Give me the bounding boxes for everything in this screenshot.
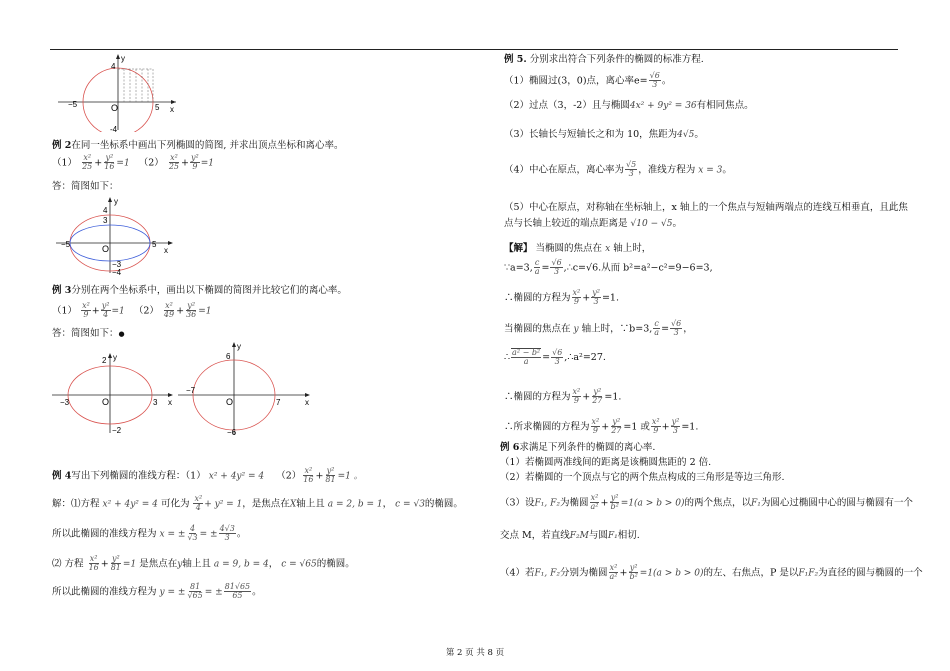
fig3b-tick-top: 6 xyxy=(226,352,231,361)
figure-ellipse-1 xyxy=(58,52,178,132)
fig1-tick-right: 5 xyxy=(155,103,160,112)
fig3a-y-label: y xyxy=(113,353,117,362)
fig3a-tick-right: 3 xyxy=(153,398,158,407)
solution-line-1: 解：⑴方程 x² + 4y² = 4 可化为 $\frac{\text{x²}}{4}$ + y² = 1，是焦点在X轴上且 a = 2, b = 1， c = √3的椭圆。 xyxy=(52,494,463,513)
solution-step-3: ∴椭圆的方程为 $\frac{\text{x²}}{9}$ + $\frac{\text{y²}}{3}$ =1. xyxy=(504,288,619,307)
example-3-equations: （1） $\frac{\text{x²}}{9}$ + $\frac{\text{y²}}{4}$ =1 （2） $\frac{\text{x²}}{49}$ + $\frac{\text{y²}}{36}$ =1 xyxy=(52,301,212,320)
example-4-heading: 例 4写出下列椭圆的准线方程：（1） x² + 4y² = 4 （2） $\frac{\text{x²}}{16}$ + $\frac{\text{y²}}{81}$ =1 。 xyxy=(52,466,363,485)
fig2-tick-4: 4 xyxy=(103,206,108,215)
example-6-item-3: （3）设F₁, F₂为椭圆 $\frac{\text{x²}}{\text{a²}}$ + $\frac{\text{y²}}{\text{b²}}$ =1(a > b > 0)的两个焦点，以F₁为圆心过椭圆中心的圆与椭圆有一个 xyxy=(500,493,913,512)
fig3b-origin: O xyxy=(226,397,234,407)
fig2-tick-neg3: −3 xyxy=(112,260,122,269)
solution-step-5: ∴ $\frac{\text{a² − b²}}{a}$ = $\frac{√6}{3}$ ,∴a²=27. xyxy=(504,347,606,367)
fig1-x-label: x xyxy=(170,105,174,114)
fig2-x-label: x xyxy=(164,246,168,255)
example-6-item-2: （2）若椭圆的一个顶点与它的两个焦点构成的三角形是等边三角形. xyxy=(500,472,785,483)
example-6-item-3-cont: 交点 M，若直线F₂M与圆F₁相切. xyxy=(500,530,640,541)
figure-ellipses-2 xyxy=(56,195,176,275)
example-2-equations: （1） $\frac{\text{x²}}{25}$ + $\frac{\text{y²}}{16}$ =1 （2） $\frac{\text{x²}}{25}$ + $\frac{\text{y²}}{9}$ =1 xyxy=(52,153,215,172)
solution-line-3: ⑵ 方程 $\frac{\text{x²}}{16}$ + $\frac{\text{y²}}{81}$ =1 是焦点在y轴上且 a = 9, b = 4， c = √65的椭圆。 xyxy=(52,554,355,573)
solution-step-4: 当椭圆的焦点在 y 轴上时，∵b=3, $\frac{c}{a}$ = $\frac{√6}{3}$ ， xyxy=(504,319,693,338)
example-2-answer: 答：简图如下： xyxy=(52,181,119,192)
fig2-tick-3: 3 xyxy=(103,216,108,225)
fig2-y-label: y xyxy=(114,197,118,206)
condition-5-line-1: （5）中心在原点，对称轴在坐标轴上，x 轴上的一个焦点与短轴两端点的连线互相垂直，且此焦 xyxy=(504,202,908,213)
fig3b-y-label: y xyxy=(237,342,241,351)
example-3-heading: 例 3分别在两个坐标系中，画出以下椭圆的简图并比较它们的离心率。 xyxy=(52,285,347,296)
condition-4: （4）中心在原点，离心率为 $\frac{√5}{3}$ ，准线方程为 x = 3。 xyxy=(504,160,732,179)
solution-step-7: ∴所求椭圆的方程为 $\frac{\text{x²}}{9}$ + $\frac{\text{y²}}{27}$ =1 或 $\frac{\text{x²}}{9}$ + $\frac{\text{y²}}{3}$ =1. xyxy=(504,417,699,436)
condition-2: （2）过点（3，-2）且与椭圆4x² + 9y² = 36有相同焦点。 xyxy=(504,100,754,111)
example-6-item-1: （1）若椭圆两准线间的距离是该椭圆焦距的 2 倍. xyxy=(500,457,712,468)
figure-ellipse-3a xyxy=(52,350,177,435)
fig2-tick-5: 5 xyxy=(152,240,157,249)
fig1-tick-bottom: -4 xyxy=(110,125,118,132)
fig3a-tick-bottom: −2 xyxy=(112,426,122,435)
fig2-tick-neg4: −4 xyxy=(112,268,122,275)
fig1-y-label: y xyxy=(121,54,125,63)
solution-line-2: 所以此椭圆的准线方程为 x = ± $\frac{4}{√3}$ = ± $\frac{4√3}{3}$ 。 xyxy=(52,524,247,543)
fig2-origin: O xyxy=(102,244,110,254)
page-footer: 第 2 页 共 8 页 xyxy=(445,648,505,658)
fig1-tick-top: 4 xyxy=(111,62,116,71)
fig3b-tick-bottom: −6 xyxy=(227,428,237,437)
fig3b-tick-left: −7 xyxy=(186,386,196,395)
condition-5-line-2: 点与长轴上较近的端点距离是 √10 − √5。 xyxy=(504,218,682,229)
solution-step-6: ∴椭圆的方程为 $\frac{\text{x²}}{9}$ + $\frac{\text{y²}}{27}$ =1. xyxy=(504,387,622,406)
fig3a-tick-top: 2 xyxy=(102,356,107,365)
condition-3: （3）长轴长与短轴长之和为 10，焦距为4√5。 xyxy=(504,129,704,140)
fig3a-tick-left: −3 xyxy=(60,398,70,407)
example-5-heading: 例 5. 分别求出符合下列条件的椭圆的标准方程. xyxy=(504,54,704,65)
fig1-origin: O xyxy=(111,103,119,113)
fig2-tick-neg5: −5 xyxy=(61,240,71,249)
fig3b-x-label: x xyxy=(305,398,309,407)
solution-line-4: 所以此椭圆的准线方程为 y = ± $\frac{81}{√65}$ = ± $\frac{81√65}{65}$ 。 xyxy=(52,582,262,601)
example-2-heading: 例 2在同一坐标系中画出下列椭圆的简图, 并求出顶点坐标和离心率。 xyxy=(52,140,344,151)
condition-1: （1）椭圆过(3，0)点，离心率e= $\frac{√6}{3}$ 。 xyxy=(504,71,672,90)
fig1-tick-left: −5 xyxy=(68,100,78,109)
fig3a-x-label: x xyxy=(168,398,172,407)
example-6-heading: 例 6求满足下列条件的椭圆的离心率. xyxy=(500,442,656,453)
figure-ellipse-3b xyxy=(176,339,316,437)
header-rule xyxy=(50,49,898,50)
fig3a-origin: O xyxy=(102,397,110,407)
example-6-item-4: （4）若F₁, F₂分别为椭圆 $\frac{\text{x²}}{\text{a²}}$ + $\frac{\text{y²}}{\text{b²}}$ =1(a > b > 0)的左、右焦点，P 是以F₁F₂为直径的圆与椭圆的一个 xyxy=(500,563,923,582)
solution-intro: 【解】 当椭圆的焦点在 x 轴上时， xyxy=(504,243,652,254)
solution-step-2: ∵a=3, $\frac{c}{a}$ = $\frac{√6}{3}$ ,∴c=√6.从而 b²=a²−c²=9−6=3, xyxy=(504,258,713,277)
fig3b-tick-right: 7 xyxy=(276,398,281,407)
example-3-answer: 答：简图如下：● xyxy=(52,328,125,339)
